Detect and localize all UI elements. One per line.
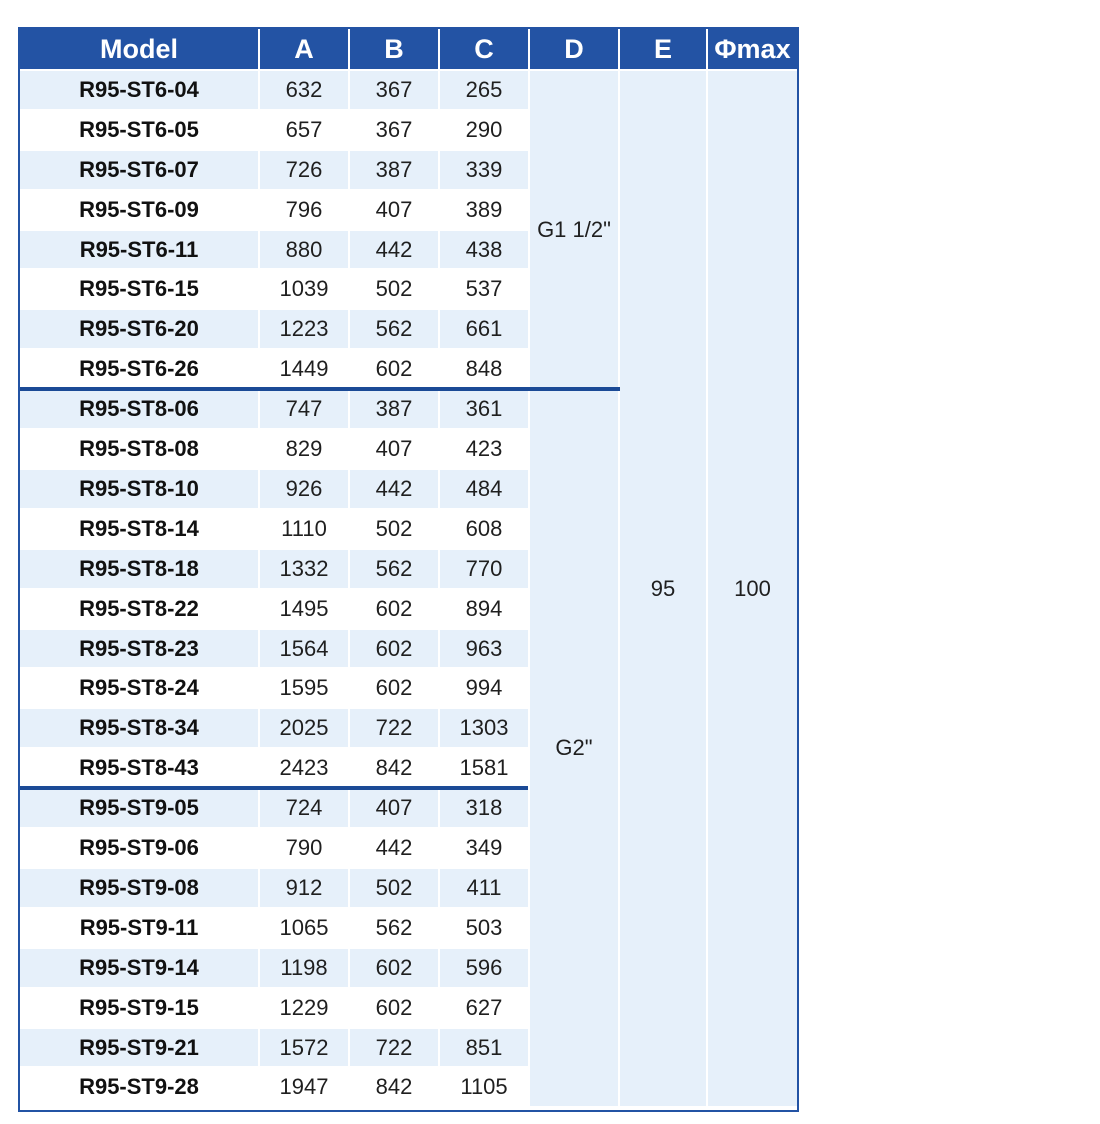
value-a: 796 [260, 191, 348, 229]
value-c: 963 [440, 630, 528, 668]
model-cell: R95-ST8-34 [20, 709, 258, 747]
value-c: 349 [440, 829, 528, 867]
value-c: 627 [440, 989, 528, 1027]
model-cell: R95-ST6-20 [20, 310, 258, 348]
value-b: 502 [350, 510, 438, 548]
value-b: 502 [350, 869, 438, 907]
series-separator [20, 387, 620, 391]
value-a: 1198 [260, 949, 348, 987]
value-b: 602 [350, 350, 438, 388]
value-b: 407 [350, 789, 438, 827]
model-cell: R95-ST8-10 [20, 470, 258, 508]
value-b: 842 [350, 1069, 438, 1107]
value-c: 484 [440, 470, 528, 508]
model-cell: R95-ST9-15 [20, 989, 258, 1027]
value-c: 503 [440, 909, 528, 947]
model-cell: R95-ST6-04 [20, 71, 258, 109]
value-b: 562 [350, 550, 438, 588]
value-b: 442 [350, 829, 438, 867]
value-a: 657 [260, 111, 348, 149]
header-a: A [260, 29, 348, 69]
thread-size-d: G2" [530, 390, 618, 1106]
model-cell: R95-ST9-06 [20, 829, 258, 867]
value-b: 722 [350, 1029, 438, 1067]
model-cell: R95-ST9-14 [20, 949, 258, 987]
value-a: 1564 [260, 630, 348, 668]
value-b: 602 [350, 949, 438, 987]
value-a: 726 [260, 151, 348, 189]
header-c: C [440, 29, 528, 69]
value-c: 608 [440, 510, 528, 548]
model-cell: R95-ST9-28 [20, 1069, 258, 1107]
dimension-e-value: 95 [620, 71, 706, 1106]
value-a: 747 [260, 390, 348, 428]
header-e: E [620, 29, 706, 69]
value-b: 367 [350, 111, 438, 149]
value-a: 1595 [260, 670, 348, 708]
value-a: 790 [260, 829, 348, 867]
header-b: B [350, 29, 438, 69]
value-b: 842 [350, 749, 438, 787]
model-cell: R95-ST8-43 [20, 749, 258, 787]
model-cell: R95-ST6-07 [20, 151, 258, 189]
model-cell: R95-ST6-09 [20, 191, 258, 229]
value-b: 562 [350, 310, 438, 348]
value-b: 442 [350, 470, 438, 508]
value-b: 387 [350, 390, 438, 428]
value-a: 1110 [260, 510, 348, 548]
value-c: 1105 [440, 1069, 528, 1107]
value-b: 562 [350, 909, 438, 947]
value-c: 389 [440, 191, 528, 229]
header-phi-max: Φmax [708, 29, 797, 69]
value-c: 1581 [440, 749, 528, 787]
model-cell: R95-ST8-14 [20, 510, 258, 548]
value-c: 596 [440, 949, 528, 987]
value-a: 1065 [260, 909, 348, 947]
model-cell: R95-ST9-11 [20, 909, 258, 947]
value-a: 1223 [260, 310, 348, 348]
value-a: 1495 [260, 590, 348, 628]
thread-size-d: G1 1/2" [530, 71, 618, 388]
model-cell: R95-ST6-26 [20, 350, 258, 388]
value-c: 290 [440, 111, 528, 149]
header-d: D [530, 29, 618, 69]
value-a: 1572 [260, 1029, 348, 1067]
model-cell: R95-ST6-05 [20, 111, 258, 149]
value-a: 724 [260, 789, 348, 827]
header-model: Model [20, 29, 258, 69]
value-c: 265 [440, 71, 528, 109]
value-c: 423 [440, 430, 528, 468]
value-c: 361 [440, 390, 528, 428]
value-a: 2025 [260, 709, 348, 747]
model-cell: R95-ST8-18 [20, 550, 258, 588]
value-a: 1947 [260, 1069, 348, 1107]
value-a: 1332 [260, 550, 348, 588]
value-c: 537 [440, 271, 528, 309]
value-b: 502 [350, 271, 438, 309]
value-b: 722 [350, 709, 438, 747]
value-c: 339 [440, 151, 528, 189]
value-b: 407 [350, 430, 438, 468]
value-c: 411 [440, 869, 528, 907]
value-c: 318 [440, 789, 528, 827]
phi-max-value: 100 [708, 71, 797, 1106]
value-b: 407 [350, 191, 438, 229]
model-cell: R95-ST8-24 [20, 670, 258, 708]
value-b: 367 [350, 71, 438, 109]
model-cell: R95-ST6-15 [20, 271, 258, 309]
value-b: 387 [350, 151, 438, 189]
model-cell: R95-ST9-21 [20, 1029, 258, 1067]
value-a: 912 [260, 869, 348, 907]
value-a: 926 [260, 470, 348, 508]
value-b: 442 [350, 231, 438, 269]
model-cell: R95-ST8-08 [20, 430, 258, 468]
value-b: 602 [350, 989, 438, 1027]
value-a: 1229 [260, 989, 348, 1027]
value-c: 894 [440, 590, 528, 628]
model-cell: R95-ST9-08 [20, 869, 258, 907]
value-b: 602 [350, 630, 438, 668]
value-c: 848 [440, 350, 528, 388]
model-cell: R95-ST9-05 [20, 789, 258, 827]
value-a: 2423 [260, 749, 348, 787]
value-b: 602 [350, 670, 438, 708]
value-c: 661 [440, 310, 528, 348]
spec-table [18, 27, 799, 1112]
value-c: 1303 [440, 709, 528, 747]
value-c: 851 [440, 1029, 528, 1067]
value-a: 880 [260, 231, 348, 269]
value-a: 1449 [260, 350, 348, 388]
value-a: 829 [260, 430, 348, 468]
model-cell: R95-ST6-11 [20, 231, 258, 269]
series-separator [20, 786, 528, 790]
value-a: 1039 [260, 271, 348, 309]
value-a: 632 [260, 71, 348, 109]
model-cell: R95-ST8-06 [20, 390, 258, 428]
value-b: 602 [350, 590, 438, 628]
model-cell: R95-ST8-22 [20, 590, 258, 628]
value-c: 438 [440, 231, 528, 269]
model-cell: R95-ST8-23 [20, 630, 258, 668]
value-c: 770 [440, 550, 528, 588]
value-c: 994 [440, 670, 528, 708]
